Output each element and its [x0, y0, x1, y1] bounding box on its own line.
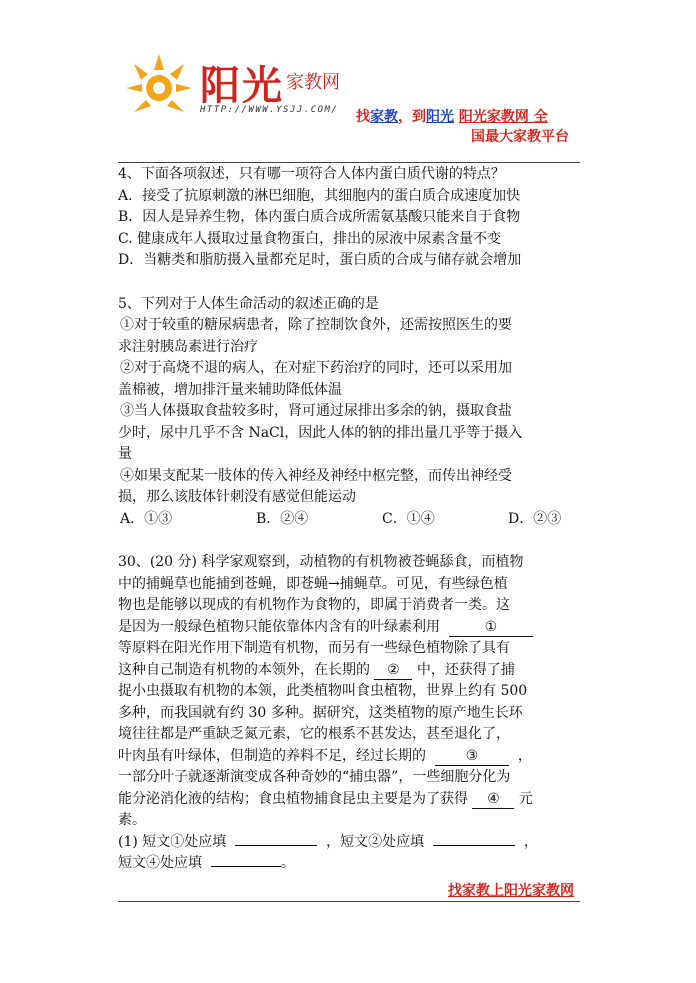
question-30-line [118, 617, 580, 639]
question-30-line [118, 746, 580, 768]
blank-2-marker: ② [374, 662, 412, 680]
answer-label-1: (1) 短文①处应填 [118, 833, 227, 850]
question-30-line: 一部分叶子就逐渐演变成各种奇妙的“捕虫器”，一些细胞分化为 [118, 769, 511, 785]
question-5-statement-4-cont: 损，那么该肢体针刺没有感觉但能运动 [118, 489, 356, 505]
blank-3-marker: ③ [435, 748, 509, 766]
question-content [118, 164, 580, 875]
question-30-line [118, 789, 580, 811]
answer-blank-4[interactable] [211, 866, 281, 867]
question-5-stem: 5、下列对于人体生命活动的叙述正确的是 [118, 295, 379, 312]
question-4 [118, 164, 580, 272]
question-30-line: 素。 [118, 812, 146, 828]
question-30 [118, 552, 580, 875]
logo-title: 阳光 [200, 62, 284, 109]
question-30-answer-line [118, 832, 580, 854]
footer-link[interactable]: 找家教上阳光家教网 [448, 883, 574, 899]
question-4-option-a: A．接受了抗原刺激的淋巴细胞，其细胞内的蛋白质合成速度加快 [118, 187, 521, 204]
question-5-statement-4: ④如果支配某一肢体的传入神经及神经中枢完整，而传出神经受 [120, 467, 512, 484]
logo-subtitle: 家教网 [286, 72, 340, 93]
question-30-answer-line [118, 853, 580, 875]
question-4-option-c: C. 健康成年人摄取过量食物蛋白，排出的尿液中尿素含量不变 [118, 230, 502, 247]
question-30-text: 中，还获得了捕 [416, 661, 515, 678]
question-5-option-a: A．①③ [120, 510, 173, 527]
question-30-line: 捉小虫摄取有机物的本领，此类植物叫食虫植物，世界上约有 500 [118, 683, 528, 699]
question-5-statement-1-cont: 求注射胰岛素进行治疗 [118, 338, 258, 355]
question-5-statement-1: ①对于较重的糖尿病患者，除了控制饮食外，还需按照医生的要 [120, 317, 512, 333]
question-30-text: 叶肉虽有叶绿体，但制造的养料不足，经过长期的 [118, 747, 426, 764]
question-30-text: 能分泌消化液的结构；食虫植物捕食昆虫主要是为了获得 [118, 790, 468, 807]
question-30-text: 这种自己制造有机物的本领外，在长期的 [118, 661, 370, 678]
slogan-link-jiajiao[interactable]: 家教 [370, 109, 398, 125]
question-5-option-c: C．①④ [382, 510, 435, 527]
footer-divider [118, 901, 580, 902]
question-30-text: ， [517, 747, 532, 764]
question-30-line: 等原料在阳光作用下制造有机物，而另有一些绿色植物除了具有 [118, 640, 510, 656]
header-slogan [356, 107, 586, 147]
question-30-text: 元 [518, 790, 533, 807]
question-30-line: 境往往都是严重缺乏氮元素，它的根系不甚发达，甚至退化了， [118, 726, 510, 742]
question-5-statement-2-cont: 盖棉被，增加排汗量来辅助降低体温 [118, 381, 342, 398]
answer-label-sep: ， [523, 833, 538, 850]
question-5-statement-3-cont: 少时，尿中几乎不含 NaCl，因此人体的钠的排出量几乎等于摄入 [118, 424, 523, 441]
slogan-text-1: 找 [356, 109, 370, 125]
question-5-options [118, 509, 580, 531]
question-4-option-b: B．因人是异养生物，体内蛋白质合成所需氨基酸只能来自于食物 [118, 209, 521, 225]
answer-blank-2[interactable] [433, 845, 515, 846]
slogan-link-yangguang[interactable]: 阳光 [426, 109, 454, 125]
answer-label-4: 短文④处应填 [118, 855, 202, 871]
blank-1-marker: ① [449, 619, 533, 637]
question-4-option-d: D．当糖类和脂肪摄入量都充足时，蛋白质的合成与储存就会增加 [118, 252, 522, 268]
page-header [118, 48, 580, 160]
answer-blank-1[interactable] [235, 845, 317, 846]
question-30-line: 物也是能够以现成的有机物作为食物的，即属于消费者一类。这 [118, 597, 510, 613]
question-5 [118, 294, 580, 531]
question-5-option-b: B．②④ [256, 510, 309, 527]
question-5-statement-2: ②对于高烧不退的病人，在对症下药治疗的同时，还可以采用加 [120, 360, 512, 376]
question-30-line: 30、(20 分) 科学家观察到，动植物的有机物被苍蝇舔食，而植物 [118, 554, 524, 570]
header-divider [118, 162, 580, 163]
question-30-line: 多种，而我国就有约 30 多种。据研究，这类植物的原产地生长环 [118, 704, 523, 721]
answer-label-end: 。 [280, 855, 295, 871]
blank-4-marker: ④ [472, 791, 514, 809]
question-30-line [118, 660, 580, 682]
sun-logo-icon [124, 50, 194, 120]
question-30-line: 中的捕蝇草也能捕到苍蝇，即苍蝇→捕蝇草。可见，有些绿色植 [118, 575, 508, 592]
slogan-link-site[interactable]: 阳光家教网 全 [458, 109, 548, 125]
question-5-statement-3-end: 量 [118, 446, 132, 462]
logo-url: HTTP://WWW.YSJJ.COM/ [200, 105, 339, 115]
question-5-statement-3: ③当人体摄取食盐较多时，肾可通过尿排出多余的钠，摄取食盐 [120, 403, 512, 419]
slogan-text-line2: 国最大家教平台 [471, 129, 569, 145]
answer-label-2: ，短文②处应填 [326, 833, 425, 850]
question-5-option-d: D．②③ [508, 510, 562, 527]
question-30-text: 是因为一般绿色植物只能依靠体内含有的叶绿素利用 [118, 618, 440, 635]
slogan-text-2: ，到 [398, 109, 426, 125]
question-4-stem: 4、下面各项叙述，只有哪一项符合人体内蛋白质代谢的特点？ [118, 166, 505, 182]
